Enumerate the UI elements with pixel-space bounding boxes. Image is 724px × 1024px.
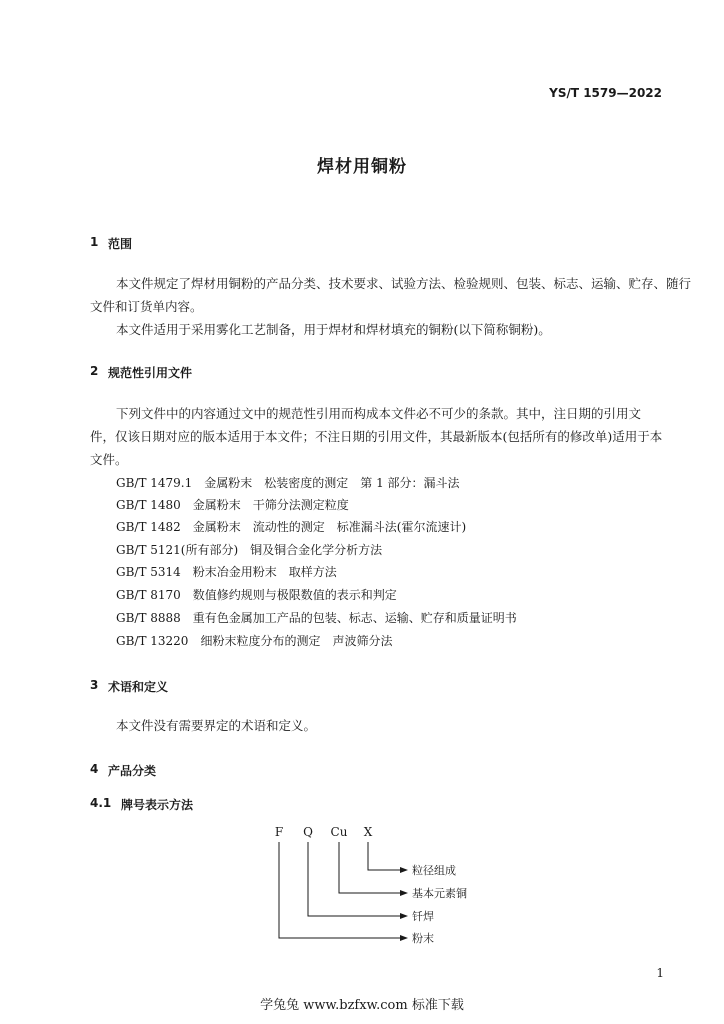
arrow-head xyxy=(400,867,408,873)
reference-item: GB/T 5121(所有部分) 铜及铜合金化学分析方法 xyxy=(116,543,383,557)
label-base-element: 基本元素铜 xyxy=(412,887,467,900)
arrow-head xyxy=(400,935,408,941)
section-3-title: 术语和定义 xyxy=(108,680,169,694)
standard-number: YS/T 1579—2022 xyxy=(549,86,662,100)
connector-line xyxy=(339,842,400,893)
section-4-number: 4 xyxy=(90,762,99,776)
reference-item: GB/T 13220 细粉末粒度分布的测定 声波筛分法 xyxy=(116,634,393,648)
normative-intro-line-3: 文件。 xyxy=(90,452,128,467)
section-4-title: 产品分类 xyxy=(108,764,157,778)
label-powder: 粉末 xyxy=(412,932,434,945)
code-letter-f: F xyxy=(274,825,284,839)
subsection-4-1-title: 牌号表示方法 xyxy=(121,798,194,812)
label-particle-size: 粒径组成 xyxy=(412,864,456,877)
scope-paragraph-1-line-1: 本文件规定了焊材用铜粉的产品分类、技术要求、试验方法、检验规则、包装、标志、运输、贮存、随行 xyxy=(116,276,692,291)
reference-item: GB/T 8888 重有色金属加工产品的包装、标志、运输、贮存和质量证明书 xyxy=(116,611,517,625)
arrow-head xyxy=(400,913,408,919)
terms-text: 本文件没有需要界定的术语和定义。 xyxy=(116,718,317,733)
label-brazing: 钎焊 xyxy=(412,910,434,923)
reference-item: GB/T 5314 粉末冶金用粉末 取样方法 xyxy=(116,565,337,579)
footer-watermark: 学兔兔 www.bzfxw.com 标准下载 xyxy=(260,998,464,1013)
reference-item: GB/T 1479.1 金属粉末 松装密度的测定 第 1 部分：漏斗法 xyxy=(116,476,460,490)
code-letter-cu: Cu xyxy=(330,825,348,839)
scope-paragraph-2: 本文件适用于采用雾化工艺制备，用于焊材和焊材填充的铜粉(以下简称铜粉)。 xyxy=(116,322,551,337)
normative-intro-line-2: 件，仅该日期对应的版本适用于本文件；不注日期的引用文件，其最新版本(包括所有的修改单)适用于本 xyxy=(90,429,663,444)
section-2-title: 规范性引用文件 xyxy=(108,366,193,380)
reference-item: GB/T 8170 数值修约规则与极限数值的表示和判定 xyxy=(116,588,397,602)
code-letter-x: X xyxy=(363,825,373,839)
arrow-head xyxy=(400,890,408,896)
reference-item: GB/T 1482 金属粉末 流动性的测定 标准漏斗法(霍尔流速计) xyxy=(116,520,467,534)
section-3-number: 3 xyxy=(90,678,99,692)
reference-item: GB/T 1480 金属粉末 干筛分法测定粒度 xyxy=(116,498,349,512)
section-1-number: 1 xyxy=(90,235,99,249)
page-number: 1 xyxy=(656,966,664,980)
normative-intro-line-1: 下列文件中的内容通过文中的规范性引用而构成本文件必不可少的条款。其中，注日期的引用文 xyxy=(116,406,642,421)
section-1-title: 范围 xyxy=(108,237,133,251)
scope-paragraph-1-line-2: 文件和订货单内容。 xyxy=(90,299,203,314)
subsection-4-1-number: 4.1 xyxy=(90,796,112,810)
section-2-number: 2 xyxy=(90,364,99,378)
code-letter-q: Q xyxy=(303,825,313,839)
document-title: 焊材用铜粉 xyxy=(317,157,407,177)
connector-line xyxy=(368,842,400,870)
connector-line xyxy=(308,842,400,916)
